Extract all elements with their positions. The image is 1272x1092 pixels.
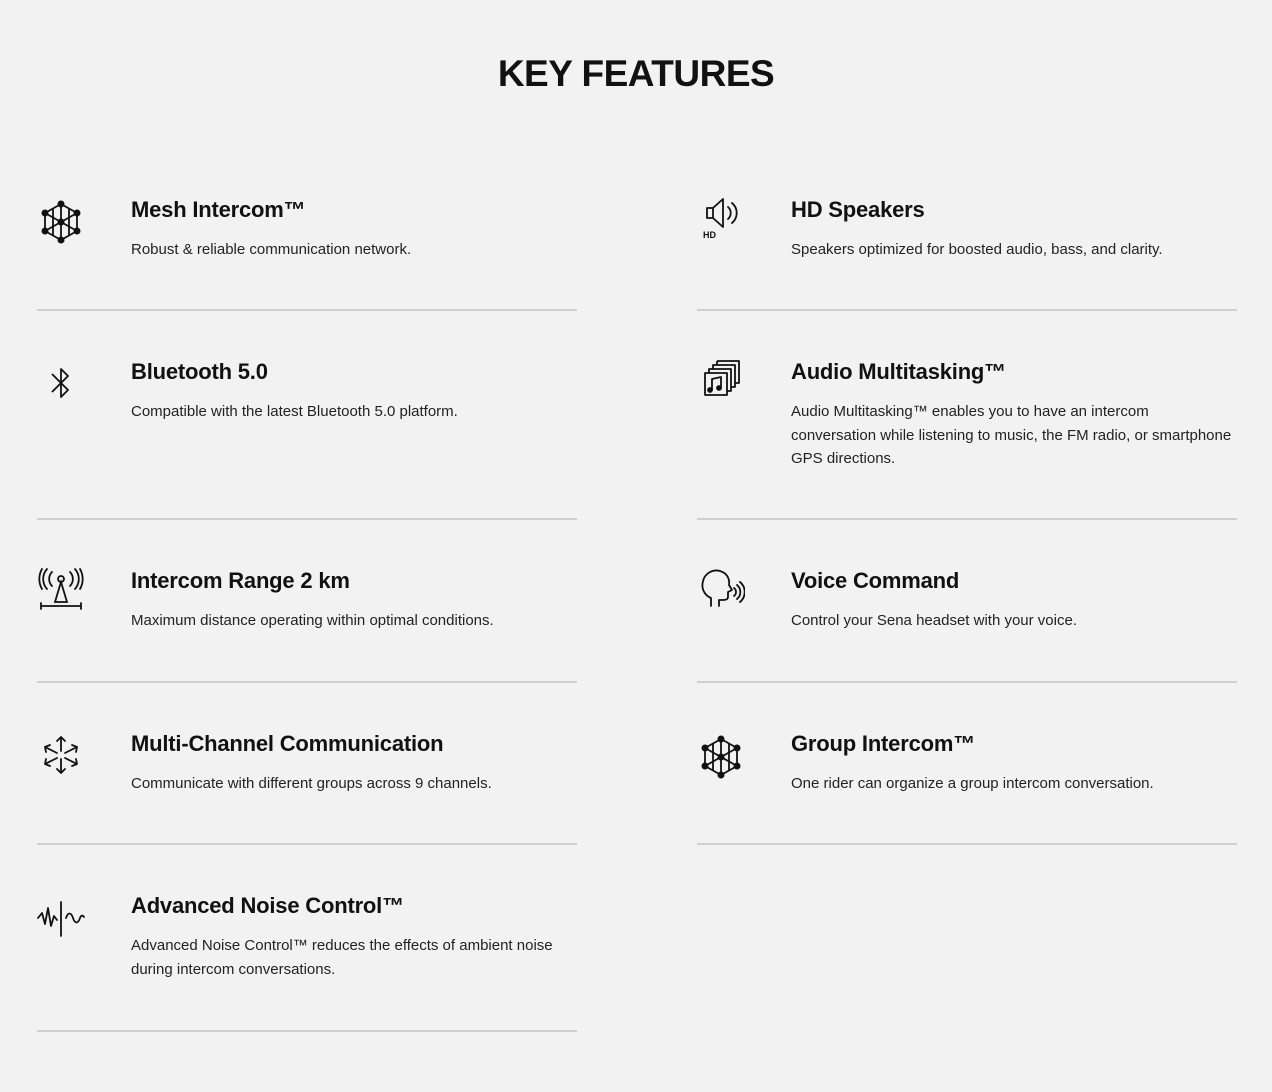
feature-description: One rider can organize a group intercom conversation. (791, 775, 1154, 792)
feature-audio-multitasking (697, 311, 1237, 520)
mesh-network-icon (37, 198, 85, 246)
feature-title: Audio Multitasking™ (791, 359, 1006, 384)
feature-title: Group Intercom™ (791, 731, 976, 756)
features-left-column (37, 160, 577, 1032)
feature-title: Advanced Noise Control™ (131, 893, 404, 918)
group-intercom-icon (697, 733, 745, 781)
feature-description: Communicate with different groups across 9 channels. (131, 775, 492, 792)
bluetooth-icon (37, 359, 85, 407)
feature-description: Compatible with the latest Bluetooth 5.0 platform. (131, 403, 458, 420)
feature-hd-speakers (697, 160, 1237, 311)
antenna-tower-icon (37, 566, 85, 614)
features-right-column (697, 160, 1237, 845)
feature-description: Advanced Noise Control™ reduces the effects of ambient noise during intercom conversations. (131, 937, 553, 978)
feature-description: Maximum distance operating within optimal conditions. (131, 612, 494, 629)
voice-command-icon (697, 566, 745, 614)
audio-multitasking-icon (697, 357, 745, 405)
feature-multi-channel (37, 683, 577, 845)
feature-description: Robust & reliable communication network. (131, 241, 412, 258)
feature-title: Mesh Intercom™ (131, 197, 306, 222)
feature-title: HD Speakers (791, 197, 925, 222)
feature-description: Audio Multitasking™ enables you to have an intercom conversation while listening to music, the FM radio, or smartphone GPS directions. (791, 403, 1232, 467)
feature-voice-command (697, 520, 1237, 683)
multi-channel-icon (37, 731, 85, 779)
feature-group-intercom (697, 683, 1237, 845)
feature-title: Intercom Range 2 km (131, 568, 350, 593)
feature-title: Voice Command (791, 568, 960, 593)
feature-bluetooth (37, 311, 577, 520)
feature-description: Speakers optimized for boosted audio, bass, and clarity. (791, 241, 1163, 258)
noise-control-icon (37, 896, 85, 944)
feature-title: Bluetooth 5.0 (131, 359, 268, 384)
hd-icon-label: HD (703, 230, 716, 240)
feature-mesh-intercom (37, 160, 577, 311)
page-title: KEY FEATURES (497, 53, 775, 94)
feature-intercom-range (37, 520, 577, 683)
hd-speaker-icon (697, 196, 745, 244)
feature-advanced-noise-control (37, 845, 577, 1032)
feature-title: Multi-Channel Communication (131, 731, 444, 756)
feature-description: Control your Sena headset with your voice. (791, 612, 1077, 629)
